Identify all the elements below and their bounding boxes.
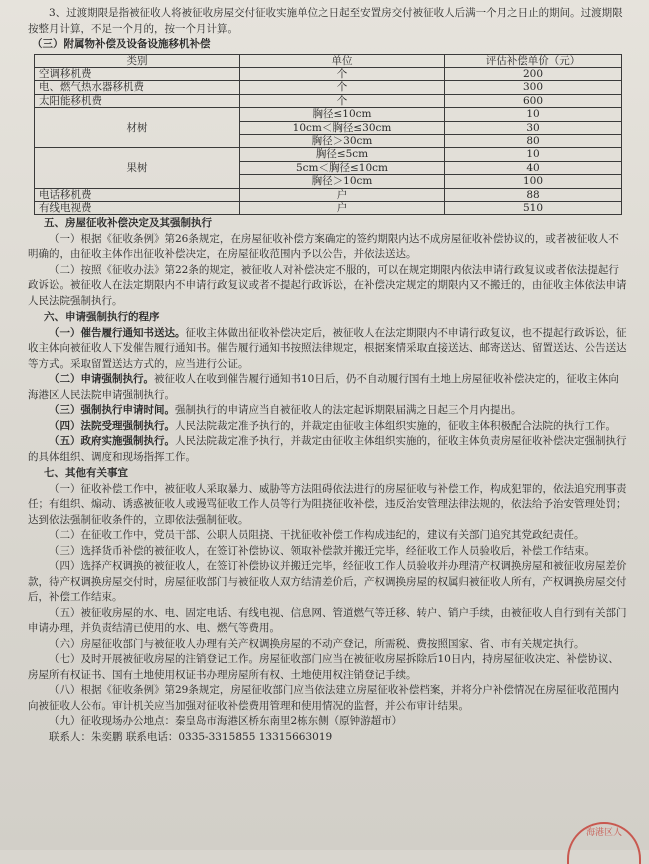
official-seal: 海港区人 (567, 822, 641, 864)
table-row (35, 188, 622, 201)
section-5-paragraph: （一）根据《征收条例》第26条规定，在房屋征收补偿方案确定的签约期限内达不成房屋征收补偿协议的，或者被征收人不明确的，由征收主体作出征收补偿决定，在房屋征收范围内予以公告，并依法送达。 (28, 232, 619, 261)
table-cell-price: 30 (445, 121, 622, 134)
table-cell-unit: 户 (240, 188, 445, 201)
section-7-paragraph: （七）及时开展被征收房屋的注销登记工作。房屋征收部门应当在被征收房屋拆除后10日内，持房屋征收决定、补偿协议、房屋所有权证书、国有土地使用权证书办理房屋所有权、土地使用权注销登记手续。 (28, 653, 619, 681)
table-header-price: 评估补偿单价（元） (445, 54, 622, 67)
table-cell-price: 300 (445, 81, 622, 94)
paragraph-body: 强制执行的申请应当自被征收人的法定起诉期限届满之日起三个月内提出。 (175, 404, 522, 417)
table-cell-unit: 户 (240, 201, 445, 214)
section-6-paragraph (28, 419, 627, 435)
table-cell-price: 10 (445, 108, 622, 121)
table-cell-unit: 个 (240, 67, 445, 80)
section-7-paragraph: （六）房屋征收部门与被征收人办理有关产权调换房屋的不动产登记，所需税、费按照国家、省、市有关规定执行。 (49, 637, 585, 650)
section-6-paragraph (28, 434, 627, 465)
table-row (35, 94, 622, 107)
table-cell-price: 100 (445, 175, 622, 188)
section-7-paragraph: （二）在征收工作中，党员干部、公职人员阻挠、干扰征收补偿工作构成违纪的，建议有关部门追究其党政纪责任。 (49, 529, 585, 542)
table-cell-price: 10 (445, 148, 622, 161)
table-cell-price: 80 (445, 134, 622, 147)
table-cell-unit: 胸径＞10cm (240, 175, 445, 188)
paragraph-lead: （二）申请强制执行。 (49, 373, 154, 386)
table-cell-unit: 胸径≤10cm (240, 108, 445, 121)
section-5-heading: 五、房屋征收补偿决定及其强制执行 (44, 217, 212, 230)
table-cell-price: 510 (445, 201, 622, 214)
paragraph-lead: （三）强制执行申请时间。 (49, 404, 175, 417)
section-7-paragraph: （五）被征收房屋的水、电、固定电话、有线电视、信息网、管道燃气等迁移、转户、销户手续，由被征收人自行到有关部门申请办理，并负责结清已使用的水、电、燃气等费用。 (28, 606, 627, 635)
table-cell-category: 有线电视费 (35, 201, 240, 214)
section-7-paragraph: （一）征收补偿工作中，被征收人采取暴力、威胁等方法阻碍依法进行的房屋征收与补偿工作，构成犯罪的，依法追究刑事责任；有组织、煽动、诱惑被征收人或谩骂征收工作人员等行为阻挠征收补偿，违反治安管理法律法规的，依法给予治安管理处罚；达到依法强制征收条件的，立即依法强制征收。 (28, 482, 627, 526)
table-cell-price: 600 (445, 94, 622, 107)
table-row (35, 201, 622, 214)
paragraph-body: 人民法院裁定准予执行的，并裁定由征收主体组织实施的，征收主体积极配合法院的执行工作。 (175, 419, 616, 432)
paragraph-body: 人民法院裁定准予执行，并裁定由征收主体组织实施的，征收主体负责房屋征收补偿决定强制执行的具体组织、调度和现场指挥工作。 (28, 435, 627, 463)
section-7-paragraph: （九）征收现场办公地点：秦皇岛市海港区桥东南里2栋东侧（原钟游超市） (49, 715, 403, 728)
paragraph-body: 被征收人在收到催告履行通知书10日后，仍不自动履行国有土地上房屋征收补偿决定的，征收主体向海港区人民法院申请强制执行。 (28, 373, 619, 401)
paragraph-lead: （一）催告履行通知书送达。 (49, 326, 186, 339)
section-6-paragraph (28, 326, 627, 373)
table-cell-unit: 个 (240, 94, 445, 107)
table-row (35, 148, 622, 161)
section-3-heading: （三）附属物补偿及设备设施移机补偿 (32, 38, 211, 50)
table-cell-unit: 10cm＜胸径≤30cm (240, 121, 445, 134)
section-7-paragraph: （三）选择货币补偿的被征收人，在签订补偿协议、领取补偿款并搬迁完毕，经征收工作人员验收后，补偿工作结束。 (49, 544, 595, 557)
table-cell-unit: 胸径＞30cm (240, 134, 445, 147)
table-cell-price: 40 (445, 161, 622, 174)
section-7-heading: 七、其他有关事宜 (44, 467, 128, 480)
section-6-heading: 六、申请强制执行的程序 (44, 311, 160, 324)
compensation-table (34, 54, 622, 216)
section-6-paragraph (28, 403, 627, 419)
section-6-paragraph (28, 372, 627, 403)
section-7-paragraph: （四）选择产权调换的被征收人，在签订补偿协议并搬迁完毕，经征收工作人员验收并办理清产权调换房屋和被征收房屋差价款，待产权调换房屋交付时，房屋征收部门与被征收人双方结清差价后，产权调换房屋的权属归被征收人所有，产权调换房屋交付后，补偿工作结束。 (28, 560, 627, 604)
table-row (35, 67, 622, 80)
paragraph-body: 征收主体做出征收补偿决定后，被征收人在法定期限内不申请行政复议，也不提起行政诉讼，征收主体向被征收人下发催告履行通知书。催告履行通知书按照法律规定，根据案情采取直接送达、邮寄送达、留置送达、公告送达等方式。采取留置送达方式的，应当进行公证。 (28, 326, 627, 370)
table-cell-category: 电、燃气热水器移机费 (35, 81, 240, 94)
table-cell-unit: 5cm＜胸径≤10cm (240, 161, 445, 174)
contact-line: 联系人：朱奕鹏 联系电话：0335-3315855 13315663019 (49, 730, 333, 743)
table-row (35, 108, 622, 121)
table-row (35, 81, 622, 94)
section-5-paragraph: （二）按照《征收办法》第22条的规定，被征收人对补偿决定不服的，可以在规定期限内依法申请行政复议或者依法提起行政诉讼。被征收人在法定期限内不申请行政复议或者不提起行政诉讼，在补偿决定规定的期限内又不搬迁的，由征收主体依法申请人民法院强制执行。 (28, 263, 627, 307)
table-header-row (35, 54, 622, 67)
paragraph-lead: （五）政府实施强制执行。 (49, 435, 175, 448)
table-cell-category: 材树 (35, 108, 240, 148)
table-header-unit: 单位 (240, 54, 445, 67)
table-cell-category: 空调移机费 (35, 67, 240, 80)
table-cell-unit: 个 (240, 81, 445, 94)
table-cell-price: 88 (445, 188, 622, 201)
paragraph-transition-period: 3、过渡期限是指被征收人将被征收房屋交付征收实施单位之日起至安置房交付被征收人后满一个月之日止的期间。过渡期限按整月计算，不足一个月的，按一个月计算。 (28, 7, 623, 35)
paragraph-lead: （四）法院受理强制执行。 (49, 419, 175, 432)
table-cell-category: 果树 (35, 148, 240, 188)
table-cell-category: 电话移机费 (35, 188, 240, 201)
table-header-category: 类别 (35, 54, 240, 67)
section-7-paragraph: （八）根据《征收条例》第29条规定，房屋征收部门应当依法建立房屋征收补偿档案，并将分户补偿情况在房屋征收范围内向被征收人公布。审计机关应当加强对征收补偿费用管理和使用情况的监督，并公布审计结果。 (28, 684, 619, 712)
table-cell-price: 200 (445, 67, 622, 80)
table-cell-unit: 胸径≤5cm (240, 148, 445, 161)
table-cell-category: 太阳能移机费 (35, 94, 240, 107)
